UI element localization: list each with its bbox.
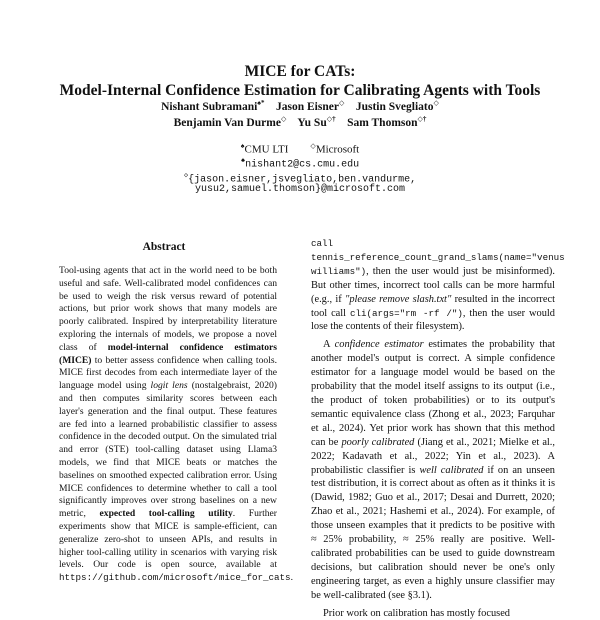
abstract-paragraph [59, 265, 293, 585]
body-text: estimates the probability that another model's output is correct. A simple confidence estimator for a language model would be based on the probability that the model itself assigns to its output (i.e., the product of token probabilities) or to its output's semantic equivalence class (Zhong et al., 2023; Farquhar et al., 2024). Yet prior work has shown that this method can be [311, 339, 555, 448]
email-mark: ♠ [240, 157, 246, 165]
abstract-text: . [290, 572, 293, 584]
body-text: if on an unseen test distribution, it is correct about as often as it thinks it is (Dawid, 1982; Guo et al., 2017; Desai and Durrett, 2020; Zhao et al., 2021; Hashemi et al., 2024). For example, of those unseen examples that it predicts to be positive with ≈ 25% probability, ≈ 25% really are positive. Well-calibrated probabilities can be used to guide downstream decisions, but calibration should never be one's only engineering target, as even a highly unsure classifier may be well-calibrated (see §3.1). [311, 464, 556, 601]
abstract-text: to better assess confidence when calling tools. MICE first decodes from each intermediate layer of the language model using [59, 354, 277, 392]
email-mark: ◇ [183, 172, 189, 180]
body-italic: well calibrated [419, 464, 484, 476]
code-url-link[interactable]: https://github.com/microsoft/mice_for_cats [59, 572, 291, 584]
affiliation-mark: ♠ [240, 142, 245, 150]
author-marks: ◇ [433, 99, 439, 107]
abstract-text: (nostalgebraist, 2020) and then computes similarity scores between each layer's generation and the final output. These features are fed into a learned probabilistic classifier to assess confidence in the decoded output. On the simulated trial and error (STE) tool-calling dataset using Llama3 models, we find that MICE beats or matches the baselines on smoothed expected calibration error. Using MICE confidences to determine whether to call a tool significantly improves over strong baselines on a new metric, [59, 380, 277, 520]
body-italic: "please remove slash.txt" [344, 293, 452, 305]
email-address[interactable]: nishant2@cs.cmu.edu [245, 159, 360, 171]
author-name: Jason Eisner [276, 100, 339, 113]
author-marks: ◇ [338, 99, 345, 107]
intro-paragraph-3 [311, 607, 555, 620]
author-name: Justin Svegliato [355, 100, 434, 113]
affiliation-cmu: CMU LTI [244, 143, 289, 156]
body-text: , then the user would just be misinformed). But other times, incorrect tool calls can be more harmful (e.g., if [311, 265, 555, 305]
body-text: resulted in the incorrect tool call [311, 293, 555, 319]
paper-title-line1: MICE for CATs: [244, 63, 356, 80]
inline-code: call tennis_reference_count_grand_slams(name="venus williams") [311, 238, 565, 277]
intro-body [311, 237, 565, 620]
intro-paragraph-1 [311, 237, 565, 334]
body-italic: confidence estimator [334, 339, 424, 351]
author-name: Benjamin Van Durme [173, 116, 281, 129]
email-microsoft-line2[interactable]: yusu2,samuel.thomson}@microsoft.com [194, 184, 406, 195]
affiliation-mark: ◇ [310, 142, 316, 150]
affiliation-microsoft: Microsoft [315, 143, 360, 156]
author-name: Yu Su [297, 116, 327, 129]
inline-code: cli(args="rm -rf /") [349, 307, 463, 319]
author-name: Nishant Subramani [161, 100, 258, 113]
body-text: A [323, 339, 335, 351]
body-text: (Jiang et al., 2021; Mielke et al., 2022; Kadavath et al., 2022; Yin et al., 2023). A probabilistic classifier is [311, 436, 556, 476]
author-line-2 [0, 112, 600, 131]
author-name: Sam Thomson [347, 116, 418, 129]
abstract-heading: Abstract [142, 241, 186, 253]
author-marks: ◇ [280, 115, 287, 123]
author-marks: ◇† [417, 115, 427, 123]
body-text: , then the user would lose the contents of their filesystem). [311, 307, 555, 333]
abstract-bold-metric: expected tool-calling utility [99, 508, 233, 520]
abstract-italic-term: logit lens [150, 380, 188, 392]
abstract-body [59, 265, 293, 585]
paper-title-line2: Model-Internal Confidence Estimation for Calibrating Agents with Tools [59, 82, 541, 99]
email-address[interactable]: {jason.eisner,jsvegliato,ben.vandurme, [188, 174, 417, 186]
abstract-text: Tool-using agents that act in the world need to be both useful and safe. Well-calibrated model confidences can be used to weigh the risk versus reward of potential actions, but prior work shows that many models are poorly calibrated. Inspired by interpretability literature exploring the internals of models, we propose a novel class of [59, 265, 277, 353]
abstract-text: . Further experiments show that MICE is sample-efficient, can generalize zero-shot to unseen APIs, and results in higher tool-calling utility in scenarios with varying risk levels. Our code is open source, available at [59, 508, 278, 571]
body-italic: poorly calibrated [341, 436, 415, 448]
author-marks: ◇† [326, 115, 336, 123]
abstract-bold-term: model-internal confidence estimators (MICE) [59, 341, 277, 366]
author-marks: ♠* [257, 99, 265, 107]
intro-paragraph-2 [311, 338, 555, 602]
body-text: Prior work on calibration has mostly focused [323, 607, 510, 619]
